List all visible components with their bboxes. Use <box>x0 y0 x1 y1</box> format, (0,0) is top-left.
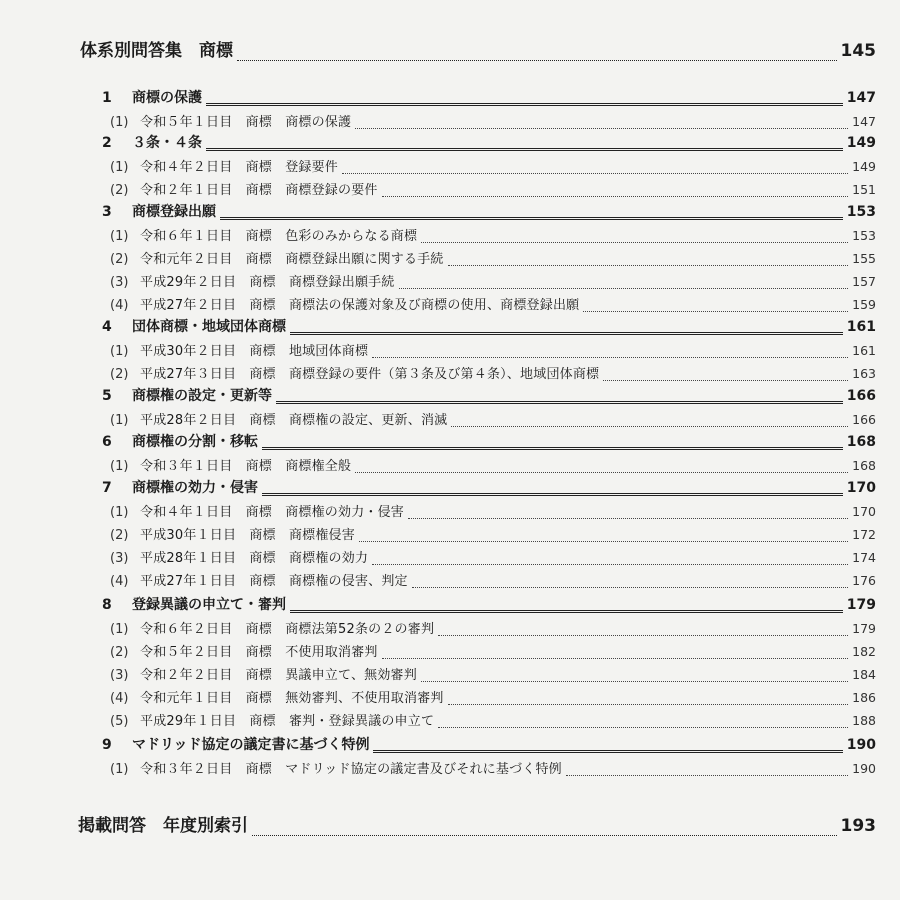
dot-leader <box>355 128 848 129</box>
section-page-number: 149 <box>846 135 876 151</box>
heading-title: 掲載問答 年度別索引 <box>78 816 248 836</box>
toc-item <box>110 524 876 547</box>
item-page-number: 163 <box>852 366 876 381</box>
section-title: 商標権の効力・侵害 <box>132 480 258 496</box>
item-title: 平成27年２日目 商標 商標法の保護対象及び商標の使用、商標登録出願 <box>140 298 580 313</box>
item-title: 平成29年１日目 商標 審判・登録異議の申立て <box>140 714 435 729</box>
item-number: (1) <box>110 459 129 474</box>
toc-heading-trademark-qa <box>80 36 876 66</box>
dot-leader <box>252 835 837 836</box>
section-title: 商標権の設定・更新等 <box>132 388 272 404</box>
item-number: (1) <box>110 344 129 359</box>
item-number: (1) <box>110 115 129 130</box>
item-page-number: 147 <box>852 114 876 129</box>
item-page-number: 186 <box>852 690 876 705</box>
toc-item <box>110 570 876 593</box>
item-page-number: 182 <box>852 644 876 659</box>
toc-section-6 <box>102 431 876 455</box>
section-number: 4 <box>102 319 112 335</box>
section-number: 1 <box>102 90 112 106</box>
section-number: 8 <box>102 597 112 613</box>
item-title: 令和２年２日目 商標 異議申立て、無効審判 <box>140 668 417 683</box>
section-number: 6 <box>102 434 112 450</box>
dot-leader <box>342 173 848 174</box>
toc-item <box>110 664 876 687</box>
toc-section-5 <box>102 385 876 409</box>
item-page-number: 166 <box>852 412 876 427</box>
toc-item <box>110 501 876 524</box>
toc-item <box>110 225 876 248</box>
section-number: 2 <box>102 135 112 151</box>
item-number: (3) <box>110 275 129 290</box>
section-title: マドリッド協定の議定書に基づく特例 <box>132 737 370 753</box>
item-title: 平成29年２日目 商標 商標登録出願手続 <box>140 275 395 290</box>
dot-leader <box>438 635 848 636</box>
item-page-number: 151 <box>852 182 876 197</box>
item-number: (1) <box>110 505 129 520</box>
item-title: 令和５年１日目 商標 商標の保護 <box>140 115 352 130</box>
item-page-number: 153 <box>852 228 876 243</box>
item-number: (4) <box>110 691 129 706</box>
item-number: (2) <box>110 252 129 267</box>
section-number: 9 <box>102 737 112 753</box>
double-rule-leader <box>290 610 843 613</box>
item-title: 令和４年２日目 商標 登録要件 <box>140 160 339 175</box>
dot-leader <box>448 704 849 705</box>
section-page-number: 153 <box>846 204 876 220</box>
dot-leader <box>359 541 848 542</box>
double-rule-leader <box>206 148 843 151</box>
toc-item <box>110 687 876 710</box>
double-rule-leader <box>206 103 843 106</box>
item-page-number: 179 <box>852 621 876 636</box>
dot-leader <box>583 311 848 312</box>
section-page-number: 170 <box>846 480 876 496</box>
item-number: (2) <box>110 183 129 198</box>
section-page-number: 147 <box>846 90 876 106</box>
heading-page-number: 193 <box>840 816 876 836</box>
item-page-number: 190 <box>852 761 876 776</box>
item-title: 令和２年１日目 商標 商標登録の要件 <box>140 183 378 198</box>
section-number: 7 <box>102 480 112 496</box>
section-number: 5 <box>102 388 112 404</box>
dot-leader <box>355 472 848 473</box>
section-title: 商標権の分割・移転 <box>132 434 258 450</box>
item-title: 令和３年２日目 商標 マドリッド協定の議定書及びそれに基づく特例 <box>140 762 562 777</box>
dot-leader <box>408 518 848 519</box>
section-page-number: 166 <box>846 388 876 404</box>
double-rule-leader <box>262 493 843 496</box>
item-page-number: 155 <box>852 251 876 266</box>
toc-item <box>110 758 876 781</box>
dot-leader <box>382 658 849 659</box>
item-page-number: 157 <box>852 274 876 289</box>
item-title: 令和元年２日目 商標 商標登録出願に関する手続 <box>140 252 444 267</box>
toc-item <box>110 111 876 134</box>
toc-item <box>110 271 876 294</box>
dot-leader <box>421 242 848 243</box>
double-rule-leader <box>276 401 843 404</box>
toc-item <box>110 156 876 179</box>
item-number: (4) <box>110 574 129 589</box>
item-title: 平成27年３日目 商標 商標登録の要件（第３条及び第４条）、地域団体商標 <box>140 367 600 382</box>
section-page-number: 168 <box>846 434 876 450</box>
section-number: 3 <box>102 204 112 220</box>
item-page-number: 159 <box>852 297 876 312</box>
item-title: 平成28年１日目 商標 商標権の効力 <box>140 551 369 566</box>
item-title: 令和４年１日目 商標 商標権の効力・侵害 <box>140 505 405 520</box>
section-title: 商標登録出願 <box>132 204 216 220</box>
item-number: (3) <box>110 551 129 566</box>
item-page-number: 170 <box>852 504 876 519</box>
item-title: 令和元年１日目 商標 無効審判、不使用取消審判 <box>140 691 444 706</box>
toc-item <box>110 409 876 432</box>
item-title: 平成28年２日目 商標 商標権の設定、更新、消滅 <box>140 413 448 428</box>
toc-item <box>110 294 876 317</box>
dot-leader <box>603 380 848 381</box>
heading-title: 体系別問答集 商標 <box>80 41 233 61</box>
section-title: 団体商標・地域団体商標 <box>132 319 286 335</box>
toc-item <box>110 248 876 271</box>
toc-item <box>110 710 876 733</box>
item-title: 平成30年２日目 商標 地域団体商標 <box>140 344 369 359</box>
item-title: 令和６年１日目 商標 色彩のみからなる商標 <box>140 229 418 244</box>
dot-leader <box>382 196 849 197</box>
toc-item <box>110 179 876 202</box>
item-number: (3) <box>110 668 129 683</box>
item-number: (2) <box>110 528 129 543</box>
item-title: 平成27年１日目 商標 商標権の侵害、判定 <box>140 574 408 589</box>
item-page-number: 172 <box>852 527 876 542</box>
dot-leader <box>566 775 848 776</box>
toc-section-7 <box>102 477 876 501</box>
toc-heading-year-index <box>78 811 876 841</box>
dot-leader <box>421 681 848 682</box>
item-page-number: 174 <box>852 550 876 565</box>
dot-leader <box>438 727 848 728</box>
item-page-number: 184 <box>852 667 876 682</box>
item-number: (5) <box>110 714 129 729</box>
item-title: 令和５年２日目 商標 不使用取消審判 <box>140 645 378 660</box>
item-page-number: 161 <box>852 343 876 358</box>
toc-section-1 <box>102 87 876 111</box>
item-number: (1) <box>110 622 129 637</box>
item-number: (2) <box>110 645 129 660</box>
item-page-number: 168 <box>852 458 876 473</box>
item-number: (1) <box>110 160 129 175</box>
section-title: 商標の保護 <box>132 90 202 106</box>
dot-leader <box>399 288 849 289</box>
toc-item <box>110 641 876 664</box>
item-title: 令和６年２日目 商標 商標法第52条の２の審判 <box>140 622 435 637</box>
toc-item <box>110 363 876 386</box>
section-title: ３条・４条 <box>132 135 202 151</box>
section-page-number: 179 <box>846 597 876 613</box>
toc-section-2 <box>102 132 876 156</box>
dot-leader <box>451 426 848 427</box>
heading-page-number: 145 <box>840 41 876 61</box>
double-rule-leader <box>373 750 842 753</box>
section-page-number: 190 <box>846 737 876 753</box>
toc-item <box>110 618 876 641</box>
double-rule-leader <box>262 447 843 450</box>
toc-section-4 <box>102 316 876 340</box>
item-number: (1) <box>110 762 129 777</box>
section-title: 登録異議の申立て・審判 <box>132 597 286 613</box>
double-rule-leader <box>290 332 843 335</box>
toc-section-8 <box>102 594 876 618</box>
double-rule-leader <box>220 217 843 220</box>
toc-section-9 <box>102 734 876 758</box>
toc-item <box>110 547 876 570</box>
item-page-number: 188 <box>852 713 876 728</box>
item-number: (4) <box>110 298 129 313</box>
dot-leader <box>237 60 837 61</box>
dot-leader <box>412 587 848 588</box>
section-page-number: 161 <box>846 319 876 335</box>
toc-item <box>110 455 876 478</box>
item-number: (1) <box>110 413 129 428</box>
item-title: 平成30年１日目 商標 商標権侵害 <box>140 528 355 543</box>
dot-leader <box>372 357 848 358</box>
dot-leader <box>372 564 848 565</box>
item-page-number: 149 <box>852 159 876 174</box>
toc-item <box>110 340 876 363</box>
toc-section-3 <box>102 201 876 225</box>
item-number: (2) <box>110 367 129 382</box>
item-number: (1) <box>110 229 129 244</box>
item-title: 令和３年１日目 商標 商標権全般 <box>140 459 352 474</box>
dot-leader <box>448 265 849 266</box>
item-page-number: 176 <box>852 573 876 588</box>
